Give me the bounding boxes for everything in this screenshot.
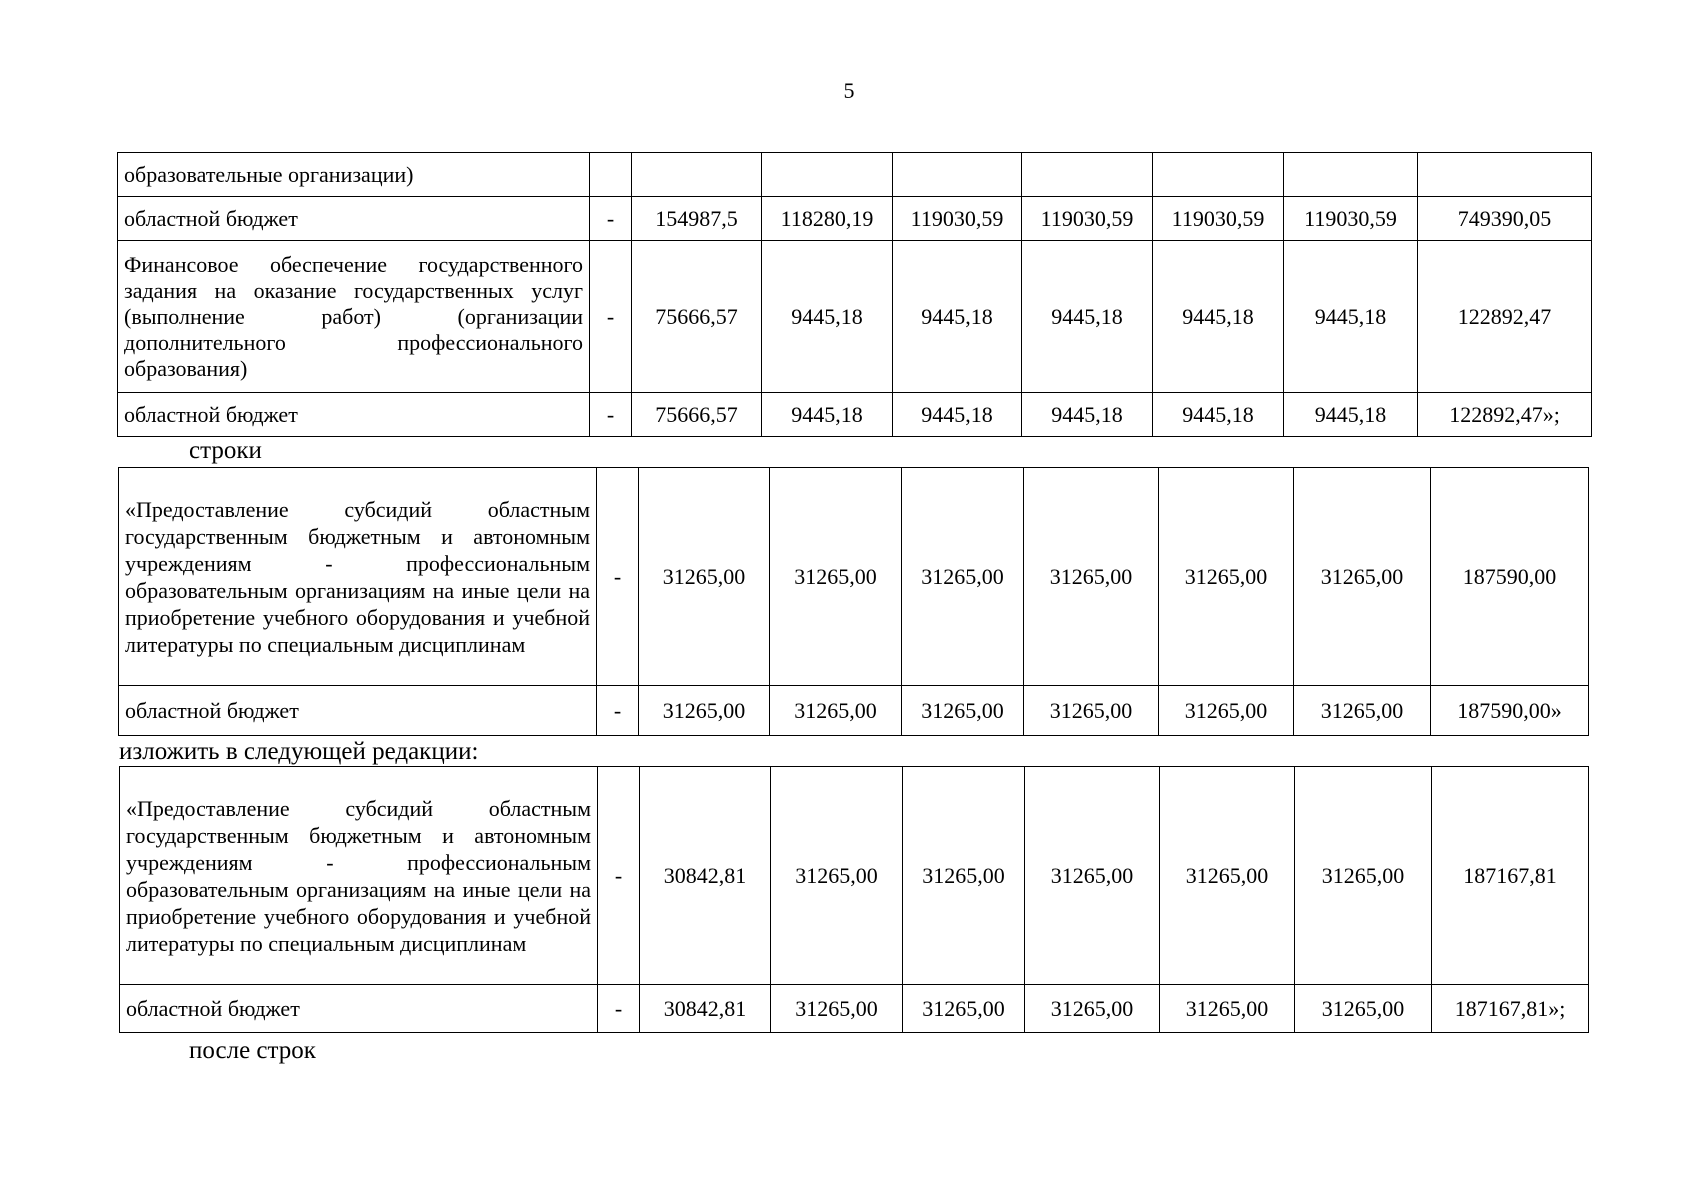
table-row — [119, 686, 1589, 736]
dash-cell: - — [590, 241, 632, 393]
value-cell: 187590,00» — [1431, 686, 1589, 736]
value-cell: 749390,05 — [1418, 197, 1592, 241]
value-cell: 75666,57 — [632, 241, 762, 393]
table-row — [118, 197, 1592, 241]
value-cell — [762, 153, 893, 197]
row-label: «Предоставление субсидий областным государственным бюджетным и автономным учреждениям - профессиональным образовательным организациям на иные цели на приобретение учебного оборудования и учебной литературы по специальным дисциплинам — [120, 767, 598, 985]
value-cell: 30842,81 — [640, 985, 771, 1033]
table-row — [118, 241, 1592, 393]
value-cell — [893, 153, 1022, 197]
value-cell: 31265,00 — [770, 468, 902, 686]
dash-cell — [590, 153, 632, 197]
value-cell: 187167,81 — [1432, 767, 1589, 985]
value-cell: 30842,81 — [640, 767, 771, 985]
value-cell: 31265,00 — [902, 686, 1024, 736]
table-row — [119, 468, 1589, 686]
caption-edit: изложить в следующей редакции: — [119, 738, 479, 765]
value-cell: 118280,19 — [762, 197, 893, 241]
value-cell: 119030,59 — [893, 197, 1022, 241]
value-cell: 9445,18 — [1153, 241, 1284, 393]
value-cell: 9445,18 — [893, 393, 1022, 437]
table-row — [118, 153, 1592, 197]
value-cell: 31265,00 — [770, 686, 902, 736]
value-cell: 154987,5 — [632, 197, 762, 241]
value-cell — [1418, 153, 1592, 197]
value-cell: 31265,00 — [1160, 985, 1295, 1033]
value-cell: 9445,18 — [1284, 393, 1418, 437]
value-cell: 9445,18 — [762, 241, 893, 393]
value-cell: 31265,00 — [902, 468, 1024, 686]
value-cell: 31265,00 — [1025, 767, 1160, 985]
value-cell: 9445,18 — [762, 393, 893, 437]
value-cell: 31265,00 — [1295, 767, 1432, 985]
value-cell: 119030,59 — [1284, 197, 1418, 241]
value-cell: 31265,00 — [1295, 985, 1432, 1033]
value-cell — [1284, 153, 1418, 197]
dash-cell: - — [598, 767, 640, 985]
value-cell: 9445,18 — [893, 241, 1022, 393]
value-cell — [1153, 153, 1284, 197]
value-cell: 119030,59 — [1153, 197, 1284, 241]
value-cell: 31265,00 — [1024, 468, 1159, 686]
table-row — [118, 393, 1592, 437]
value-cell: 31265,00 — [1159, 468, 1294, 686]
value-cell: 31265,00 — [1025, 985, 1160, 1033]
page-number: 5 — [843, 78, 855, 103]
value-cell: 122892,47 — [1418, 241, 1592, 393]
dash-cell: - — [597, 468, 639, 686]
budget-table-1 — [117, 152, 1592, 437]
row-label: «Предоставление субсидий областным государственным бюджетным и автономным учреждениям - профессиональным образовательным организациям на иные цели на приобретение учебного оборудования и учебной литературы по специальным дисциплинам — [119, 468, 597, 686]
value-cell: 31265,00 — [1024, 686, 1159, 736]
value-cell: 31265,00 — [1160, 767, 1295, 985]
value-cell: 31265,00 — [771, 985, 903, 1033]
budget-table-3 — [119, 766, 1589, 1033]
dash-cell: - — [590, 393, 632, 437]
value-cell: 187590,00 — [1431, 468, 1589, 686]
dash-cell: - — [598, 985, 640, 1033]
value-cell — [1022, 153, 1153, 197]
row-label: областной бюджет — [118, 393, 590, 437]
value-cell: 31265,00 — [1294, 468, 1431, 686]
row-label: областной бюджет — [120, 985, 598, 1033]
value-cell: 9445,18 — [1284, 241, 1418, 393]
value-cell: 31265,00 — [771, 767, 903, 985]
value-cell: 9445,18 — [1153, 393, 1284, 437]
value-cell: 31265,00 — [1159, 686, 1294, 736]
value-cell: 9445,18 — [1022, 241, 1153, 393]
value-cell: 31265,00 — [903, 767, 1025, 985]
row-label: образовательные организации) — [118, 153, 590, 197]
row-label: Финансовое обеспечение государственного задания на оказание государственных услуг (выполнение работ) (организации дополнительного профессионального образования) — [118, 241, 590, 393]
value-cell: 119030,59 — [1022, 197, 1153, 241]
caption-lines: строки — [189, 437, 262, 464]
value-cell: 187167,81»; — [1432, 985, 1589, 1033]
caption-after: после строк — [189, 1037, 316, 1064]
table-row — [120, 767, 1589, 985]
row-label: областной бюджет — [118, 197, 590, 241]
table-row — [120, 985, 1589, 1033]
dash-cell: - — [590, 197, 632, 241]
value-cell: 75666,57 — [632, 393, 762, 437]
value-cell: 9445,18 — [1022, 393, 1153, 437]
value-cell: 31265,00 — [903, 985, 1025, 1033]
value-cell: 31265,00 — [1294, 686, 1431, 736]
value-cell: 31265,00 — [639, 686, 770, 736]
row-label: областной бюджет — [119, 686, 597, 736]
budget-table-2 — [118, 467, 1589, 736]
dash-cell: - — [597, 686, 639, 736]
value-cell: 122892,47»; — [1418, 393, 1592, 437]
value-cell — [632, 153, 762, 197]
value-cell: 31265,00 — [639, 468, 770, 686]
